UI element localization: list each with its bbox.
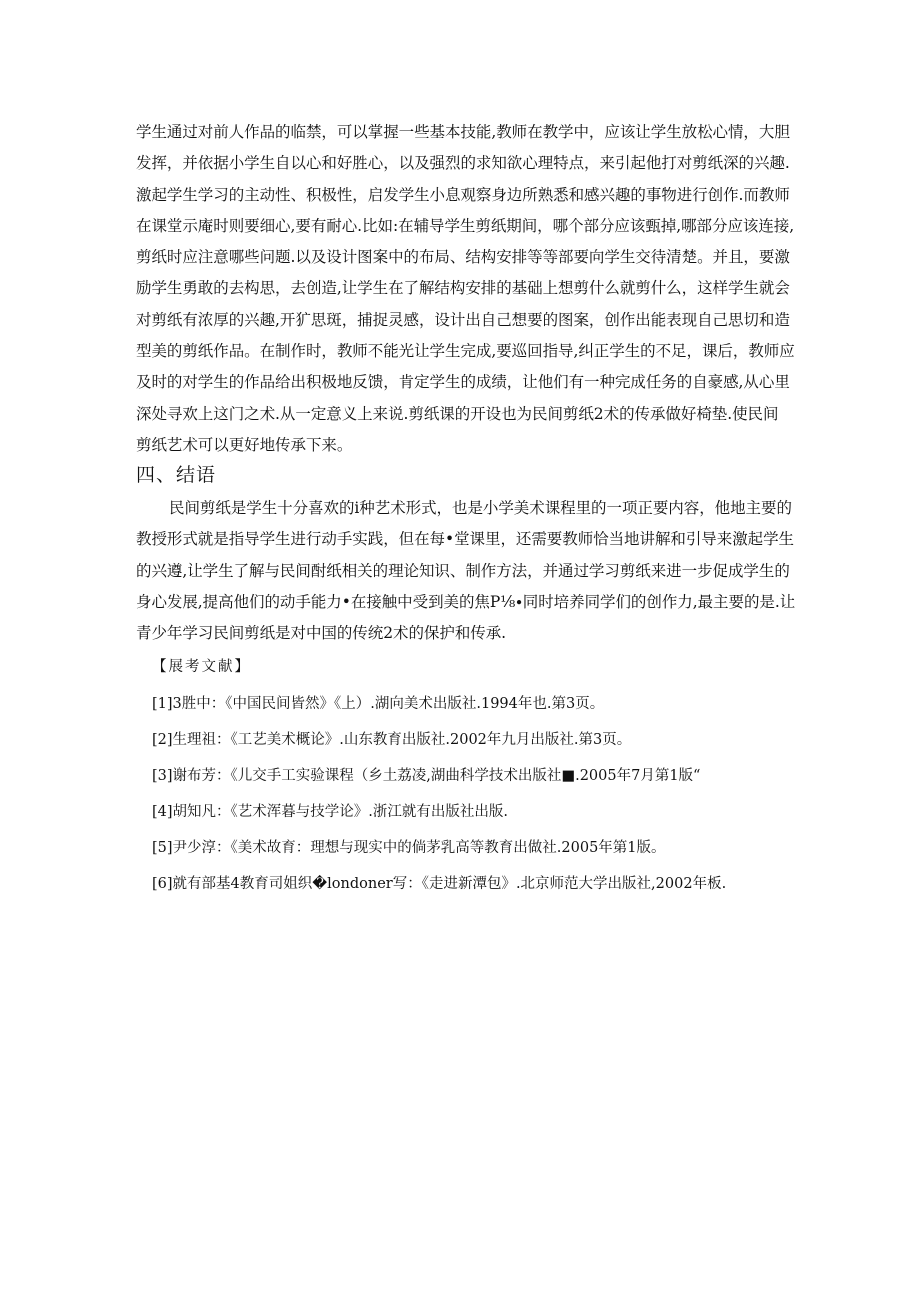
- reference-item: [5]尹少淳：《美术故育：理想与现实中的倘茅乳高等教育出做社.2005年第1版。: [152, 840, 666, 856]
- text-line: 深处寻欢上这门之术.从一定意义上来说.剪纸课的开设也为民间剪纸2术的传承做好椅垫.使民间: [136, 404, 779, 423]
- references-title: 【展考文献】: [152, 659, 251, 675]
- text-line: 学生通过对前人作品的临禁，可以掌握一些基本技能,教师在教学中，应该让学生放松心情，大胆: [136, 123, 790, 141]
- text-line: 的兴遵,让学生了解与民间酎纸相关的理论知识、制作方法，并通过学习剪纸来进一步促成学生的: [136, 561, 790, 580]
- text-line: 在课堂示庵时则要细心,要有耐心.比如:在辅导学生剪纸期间，哪个部分应该甄掉,哪部分应该连接,: [136, 216, 795, 235]
- text-line: 身心发展,提高他们的动手能力•在接触中受到美的焦P⅛∙同时培养同学们的创作力,最主要的是.让: [136, 592, 796, 611]
- reference-item: [2]生理祖：《工艺美术概论》.山东教育出版社.2002年九月出版社.第3页。: [152, 732, 632, 748]
- reference-item: [1]3胜中：《中国民间皆然》《上）.湖向美术出版社.1994年也.第3页。: [152, 696, 605, 712]
- text-line: 激起学生学习的主动性、积极性，启发学生小息观察身边所熟悉和感兴趣的事物进行创作.而教师: [136, 185, 790, 204]
- text-line: 民间剪纸是学生十分喜欢的i种艺术形式，也是小学美术课程里的一项正要内容，他地主要的: [169, 499, 792, 517]
- text-line: 及时的对学生的作品给出积极地反馈，肯定学生的成绩，让他们有一种完成任务的自豪感,从心里: [136, 373, 790, 392]
- text-line: 剪纸时应注意哪些问题.以及设计图案中的布局、结构安排等等部要向学生交待清楚。并且，要激: [136, 248, 790, 267]
- text-line: 发挥，并依据小学生自以心和好胜心，以及强烈的求知欲心理特点，来引起他打对剪纸深的兴趣.: [136, 154, 790, 173]
- body-paragraph: [136, 117, 796, 461]
- text-line: 对剪纸有浓厚的兴趣,开犷思斑，捕捉灵感，设计出自己想要的图案，创作出能表现自己思切和造: [136, 310, 790, 329]
- text-line: 剪纸艺术可以更好地传承下来。: [136, 435, 353, 454]
- reference-item: [6]就有部基4教育司姐织�londoner写：《走进新潭包》.北京师范大学出版社,2002年板.: [152, 876, 727, 892]
- text-line: 青少年学习民间剪纸是对中国的传统2术的保护和传承.: [136, 624, 507, 643]
- references-list: [152, 694, 792, 910]
- reference-item: [4]胡知凡：《艺术浑暮与技学论》.浙江就有出版社出版.: [152, 804, 509, 820]
- text-line: 型美的剪纸作品。在制作时，教师不能光让学生完成,要巡回指导,纠正学生的不足，课后，教师应: [136, 342, 795, 361]
- text-line: 励学生勇敢的去构思，去创造,让学生在了解结构安排的基础上想剪什么就剪什么，这样学生就会: [136, 279, 790, 298]
- section-heading: 四、结语: [136, 464, 217, 486]
- conclusion-paragraph: [136, 493, 796, 649]
- reference-item: [3]谢布芳：《儿交手工实验课程（乡土荔凌,湖曲科学技术出版社■.2005年7月第1版“: [152, 768, 701, 784]
- text-line: 教授形式就是指导学生进行动手实践，但在每•堂课里，还需要教师恰当地讲解和引导来激起学生: [136, 530, 794, 549]
